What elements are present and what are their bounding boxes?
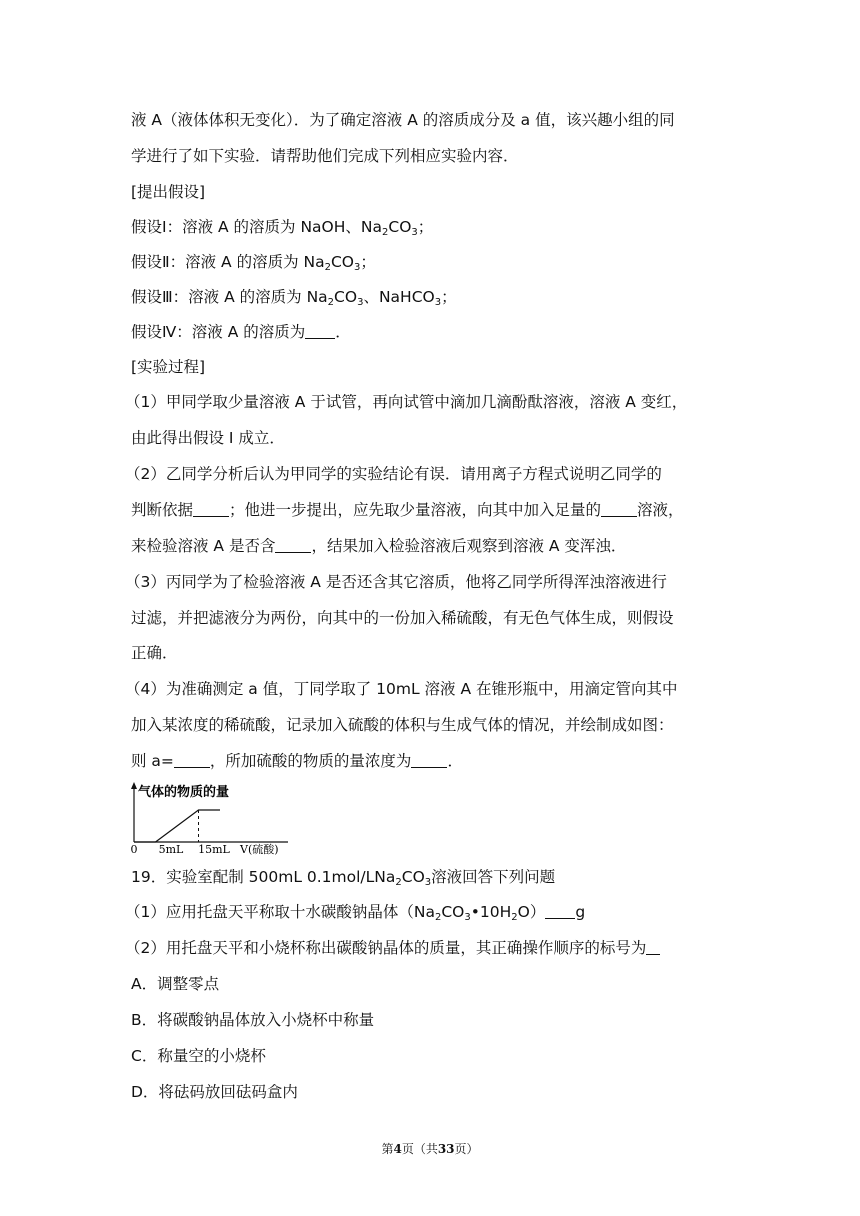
y-axis-arrow [131,782,137,789]
hypothesis-3: 假设Ⅲ：溶液 A 的溶质为 $Na_2CO_3$、NaHCO$_3$； [131,288,457,308]
answer-blank [545,904,575,919]
answer-blank [411,753,447,768]
process-4-line-2: 加入某浓度的稀硫酸，记录加入硫酸的体积与生成气体的情况，并绘制成如图： [131,716,674,734]
hypothesis-1: 假设Ⅰ：溶液 A 的溶质为 NaOH、$Na_2CO_3$； [131,218,434,238]
option-d: D．将砝码放回砝码盒内 [131,1083,298,1101]
process-2-line-2: 判断依据 ；他进一步提出，应先取少量溶液，向其中加入足量的 溶液， [131,501,684,519]
answer-blank [601,502,637,517]
process-3-line-3: 正确． [131,644,178,662]
process-2-line-3: 来检验溶液 A 是否含 ，结果加入检验溶液后观察到溶液 A 变浑浊． [131,537,627,555]
tick-label-0: 0 [130,843,138,856]
tick-label-5ml: 5mL [158,843,184,856]
chart-ylabel: 气体的物质的量 [138,785,230,800]
answer-blank [305,324,335,339]
question-19-part-2: （2）用托盘天平和小烧杯称出碳酸钠晶体的质量，其正确操作顺序的标号为 [125,938,725,958]
question-19-title: 19．实验室配制 500mL $0.1mol/LNa_2CO_3$溶液回答下列问题 [131,868,556,888]
process-1-line-1: （1）甲同学取少量溶液 A 于试管，再向试管中滴加几滴酚酞溶液，溶液 A 变红， [125,393,688,411]
process-3-line-1: （3）丙同学为了检验溶液 A 是否还含其它溶质，他将乙同学所得浑浊溶液进行 [125,573,667,591]
answer-blank [646,940,660,955]
chart-xlabel: V(硫酸) [240,843,279,856]
hypothesis-heading: [提出假设] [131,183,206,201]
tick-label-15ml: 15mL [198,843,230,856]
process-4-line-3: 则 a= ，所加硫酸的物质的量浓度为 ． [131,752,463,770]
hypothesis-2: 假设Ⅱ：溶液 A 的溶质为 $Na_2CO_3$； [131,253,376,273]
intro-line-1: 液 A（液体体积无变化）．为了确定溶液 A 的溶质成分及 a 值，该兴趣小组的同 [131,111,675,129]
answer-blank [174,753,210,768]
gas-series-line [134,810,220,842]
process-1-line-2: 由此得出假设 I 成立． [131,429,285,447]
process-3-line-2: 过滤，并把滤液分为两份，向其中的一份加入稀硫酸，有无色气体生成，则假设 [131,609,674,627]
process-2-line-1: （2）乙同学分析后认为甲同学的实验结论有误．请用离子方程式说明乙同学的 [125,465,662,483]
answer-blank [193,502,229,517]
gas-volume-chart [124,782,294,856]
page-footer: 第4页（共33页） [381,1142,479,1156]
hypothesis-4: 假设Ⅳ：溶液 A 的溶质为 ． [131,323,351,341]
answer-blank [275,538,311,553]
option-c: C．称量空的小烧杯 [131,1047,266,1065]
option-b: B．将碳酸钠晶体放入小烧杯中称量 [131,1011,375,1029]
process-heading: [实验过程] [131,358,206,376]
intro-line-2: 学进行了如下实验．请帮助他们完成下列相应实验内容． [131,147,519,165]
option-a: A．调整零点 [131,975,220,993]
question-19-part-1: （1）应用托盘天平称取十水碳酸钠晶体$(Na_2CO_3•10H_2O)$ g [125,903,586,923]
process-4-line-1: （4）为准确测定 a 值，丁同学取了 10mL 溶液 A 在锥形瓶中，用滴定管向其中 [125,680,678,698]
